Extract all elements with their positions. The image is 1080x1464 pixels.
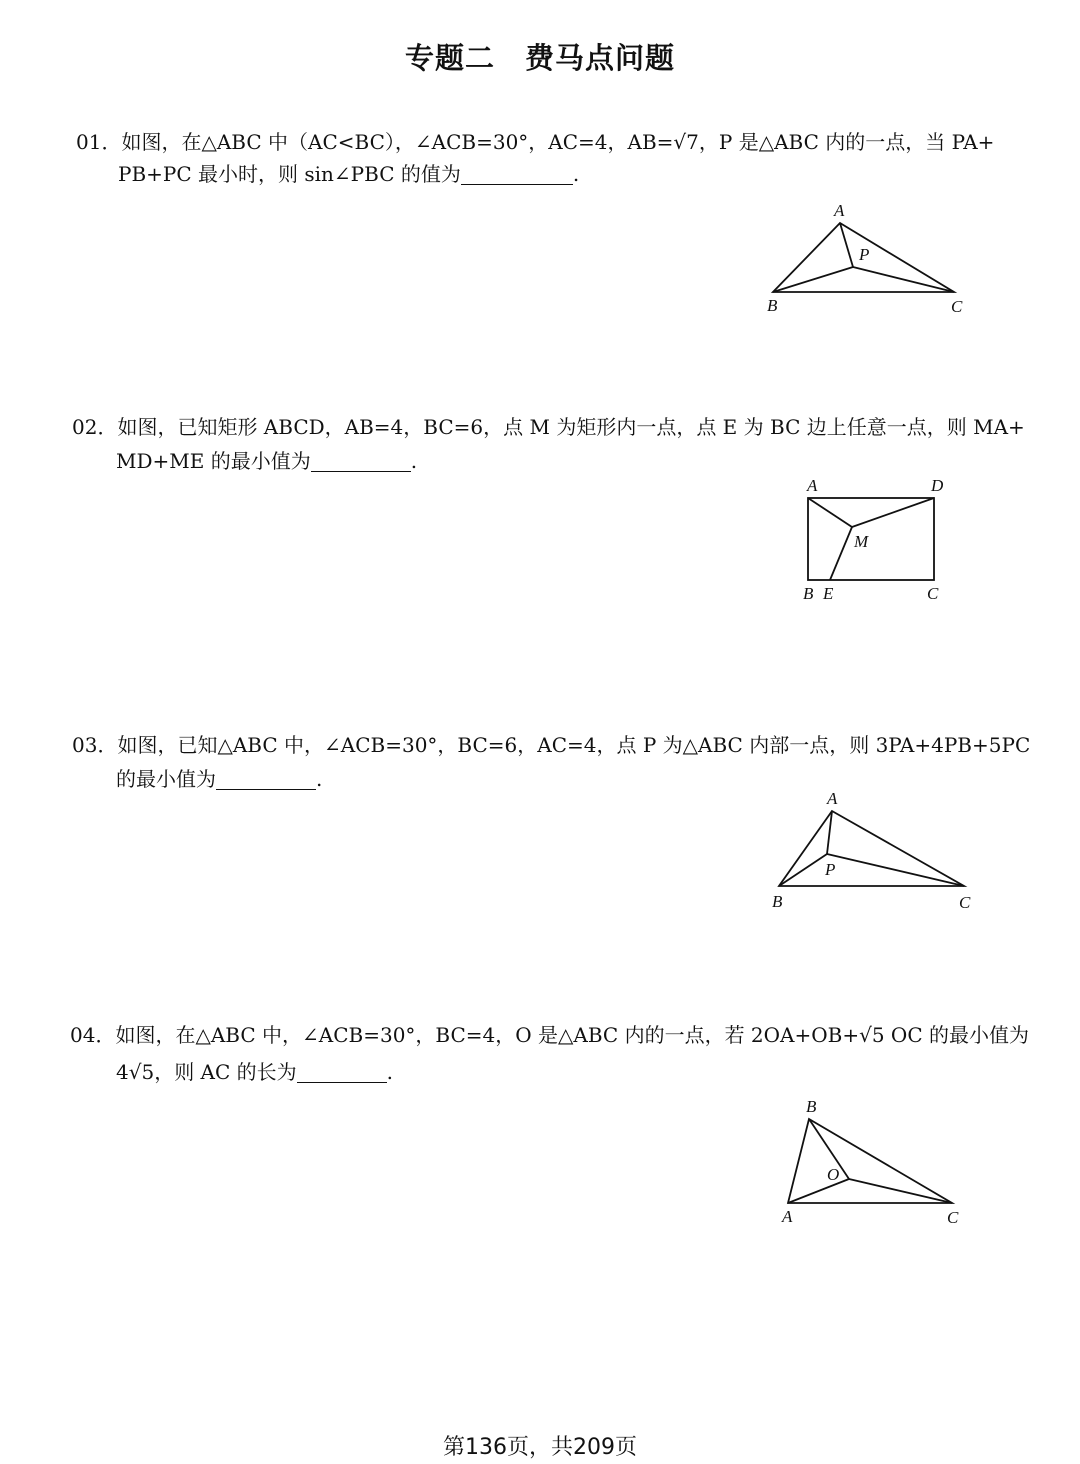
answer-blank[interactable] bbox=[297, 1060, 387, 1083]
label-c: C bbox=[959, 893, 971, 912]
label-a: A bbox=[782, 1207, 793, 1226]
answer-blank[interactable] bbox=[461, 162, 573, 185]
problem-number: 02． bbox=[72, 415, 118, 439]
triangle-abc bbox=[779, 811, 964, 886]
triangle-abc bbox=[788, 1119, 952, 1203]
triangle-figure-03 bbox=[765, 790, 985, 920]
label-a: A bbox=[834, 201, 845, 220]
label-d: D bbox=[931, 476, 944, 495]
triangle-figure-01 bbox=[760, 196, 990, 321]
segment-oa bbox=[788, 1179, 849, 1203]
problem-text: 如图，已知△ABC 中，∠ACB=30°，BC=6，AC=4，点 P 为△ABC 内部一点，则 3PA+4PB+5PC bbox=[117, 733, 1031, 757]
segment-md bbox=[852, 498, 934, 527]
problem-text-end: . bbox=[386, 1060, 394, 1084]
label-a: A bbox=[827, 789, 838, 808]
problem-03-line-1 bbox=[72, 730, 1030, 760]
problem-text-end: . bbox=[572, 162, 580, 186]
problem-04-line-1 bbox=[70, 1020, 1029, 1050]
problem-04-line-2 bbox=[116, 1057, 393, 1087]
label-e: E bbox=[823, 584, 834, 603]
problem-text: 如图，在△ABC 中（AC<BC），∠ACB=30°，AC=4，AB=√7，P 是△ABC 内的一点，当 PA+ bbox=[121, 130, 995, 154]
problem-text-end: . bbox=[316, 767, 323, 791]
segment-ma bbox=[808, 498, 852, 527]
triangle-figure-04 bbox=[770, 1095, 985, 1230]
segment-pc bbox=[853, 267, 954, 292]
problem-text: MD+ME 的最小值为 bbox=[116, 449, 311, 473]
label-b: B bbox=[767, 296, 778, 315]
problem-text: 如图，在△ABC 中，∠ACB=30°，BC=4，O 是△ABC 内的一点，若 2OA+OB+√5 OC 的最小值为 bbox=[115, 1023, 1029, 1047]
page-number: 第136页，共209页 bbox=[443, 1435, 637, 1460]
rectangle-figure-02 bbox=[795, 472, 955, 612]
label-b: B bbox=[772, 892, 783, 911]
problem-text: 4√5，则 AC 的长为 bbox=[116, 1060, 297, 1084]
segment-oc bbox=[849, 1179, 952, 1203]
answer-blank[interactable] bbox=[311, 449, 411, 472]
problem-01-line-1 bbox=[76, 127, 994, 157]
problem-02-line-2 bbox=[116, 446, 417, 476]
segment-pc bbox=[827, 854, 964, 886]
label-a: A bbox=[807, 476, 818, 495]
problem-number: 04． bbox=[70, 1023, 116, 1047]
answer-blank[interactable] bbox=[216, 767, 316, 790]
problem-text: 的最小值为 bbox=[116, 767, 216, 791]
label-b: B bbox=[806, 1097, 817, 1116]
segment-me bbox=[830, 527, 852, 580]
problem-text: PB+PC 最小时，则 sin∠PBC 的值为 bbox=[118, 162, 461, 186]
problem-text: 如图，已知矩形 ABCD，AB=4，BC=6，点 M 为矩形内一点，点 E 为 BC 边上任意一点，则 MA+ bbox=[117, 415, 1025, 439]
label-m: M bbox=[854, 532, 869, 551]
problem-number: 01． bbox=[76, 130, 122, 154]
problem-01-line-2 bbox=[118, 159, 579, 189]
problem-02-line-1 bbox=[72, 412, 1025, 442]
segment-pb bbox=[779, 854, 827, 886]
label-p: P bbox=[825, 860, 836, 879]
label-b: B bbox=[803, 584, 814, 603]
label-c: C bbox=[927, 584, 939, 603]
label-p: P bbox=[859, 245, 870, 264]
label-c: C bbox=[951, 297, 963, 316]
label-o: O bbox=[827, 1165, 840, 1184]
page-title: 专题二 费马点问题 bbox=[404, 41, 675, 75]
problem-03-line-2 bbox=[116, 764, 322, 794]
label-c: C bbox=[947, 1208, 959, 1227]
problem-number: 03． bbox=[72, 733, 118, 757]
problem-text-end: . bbox=[410, 449, 418, 473]
